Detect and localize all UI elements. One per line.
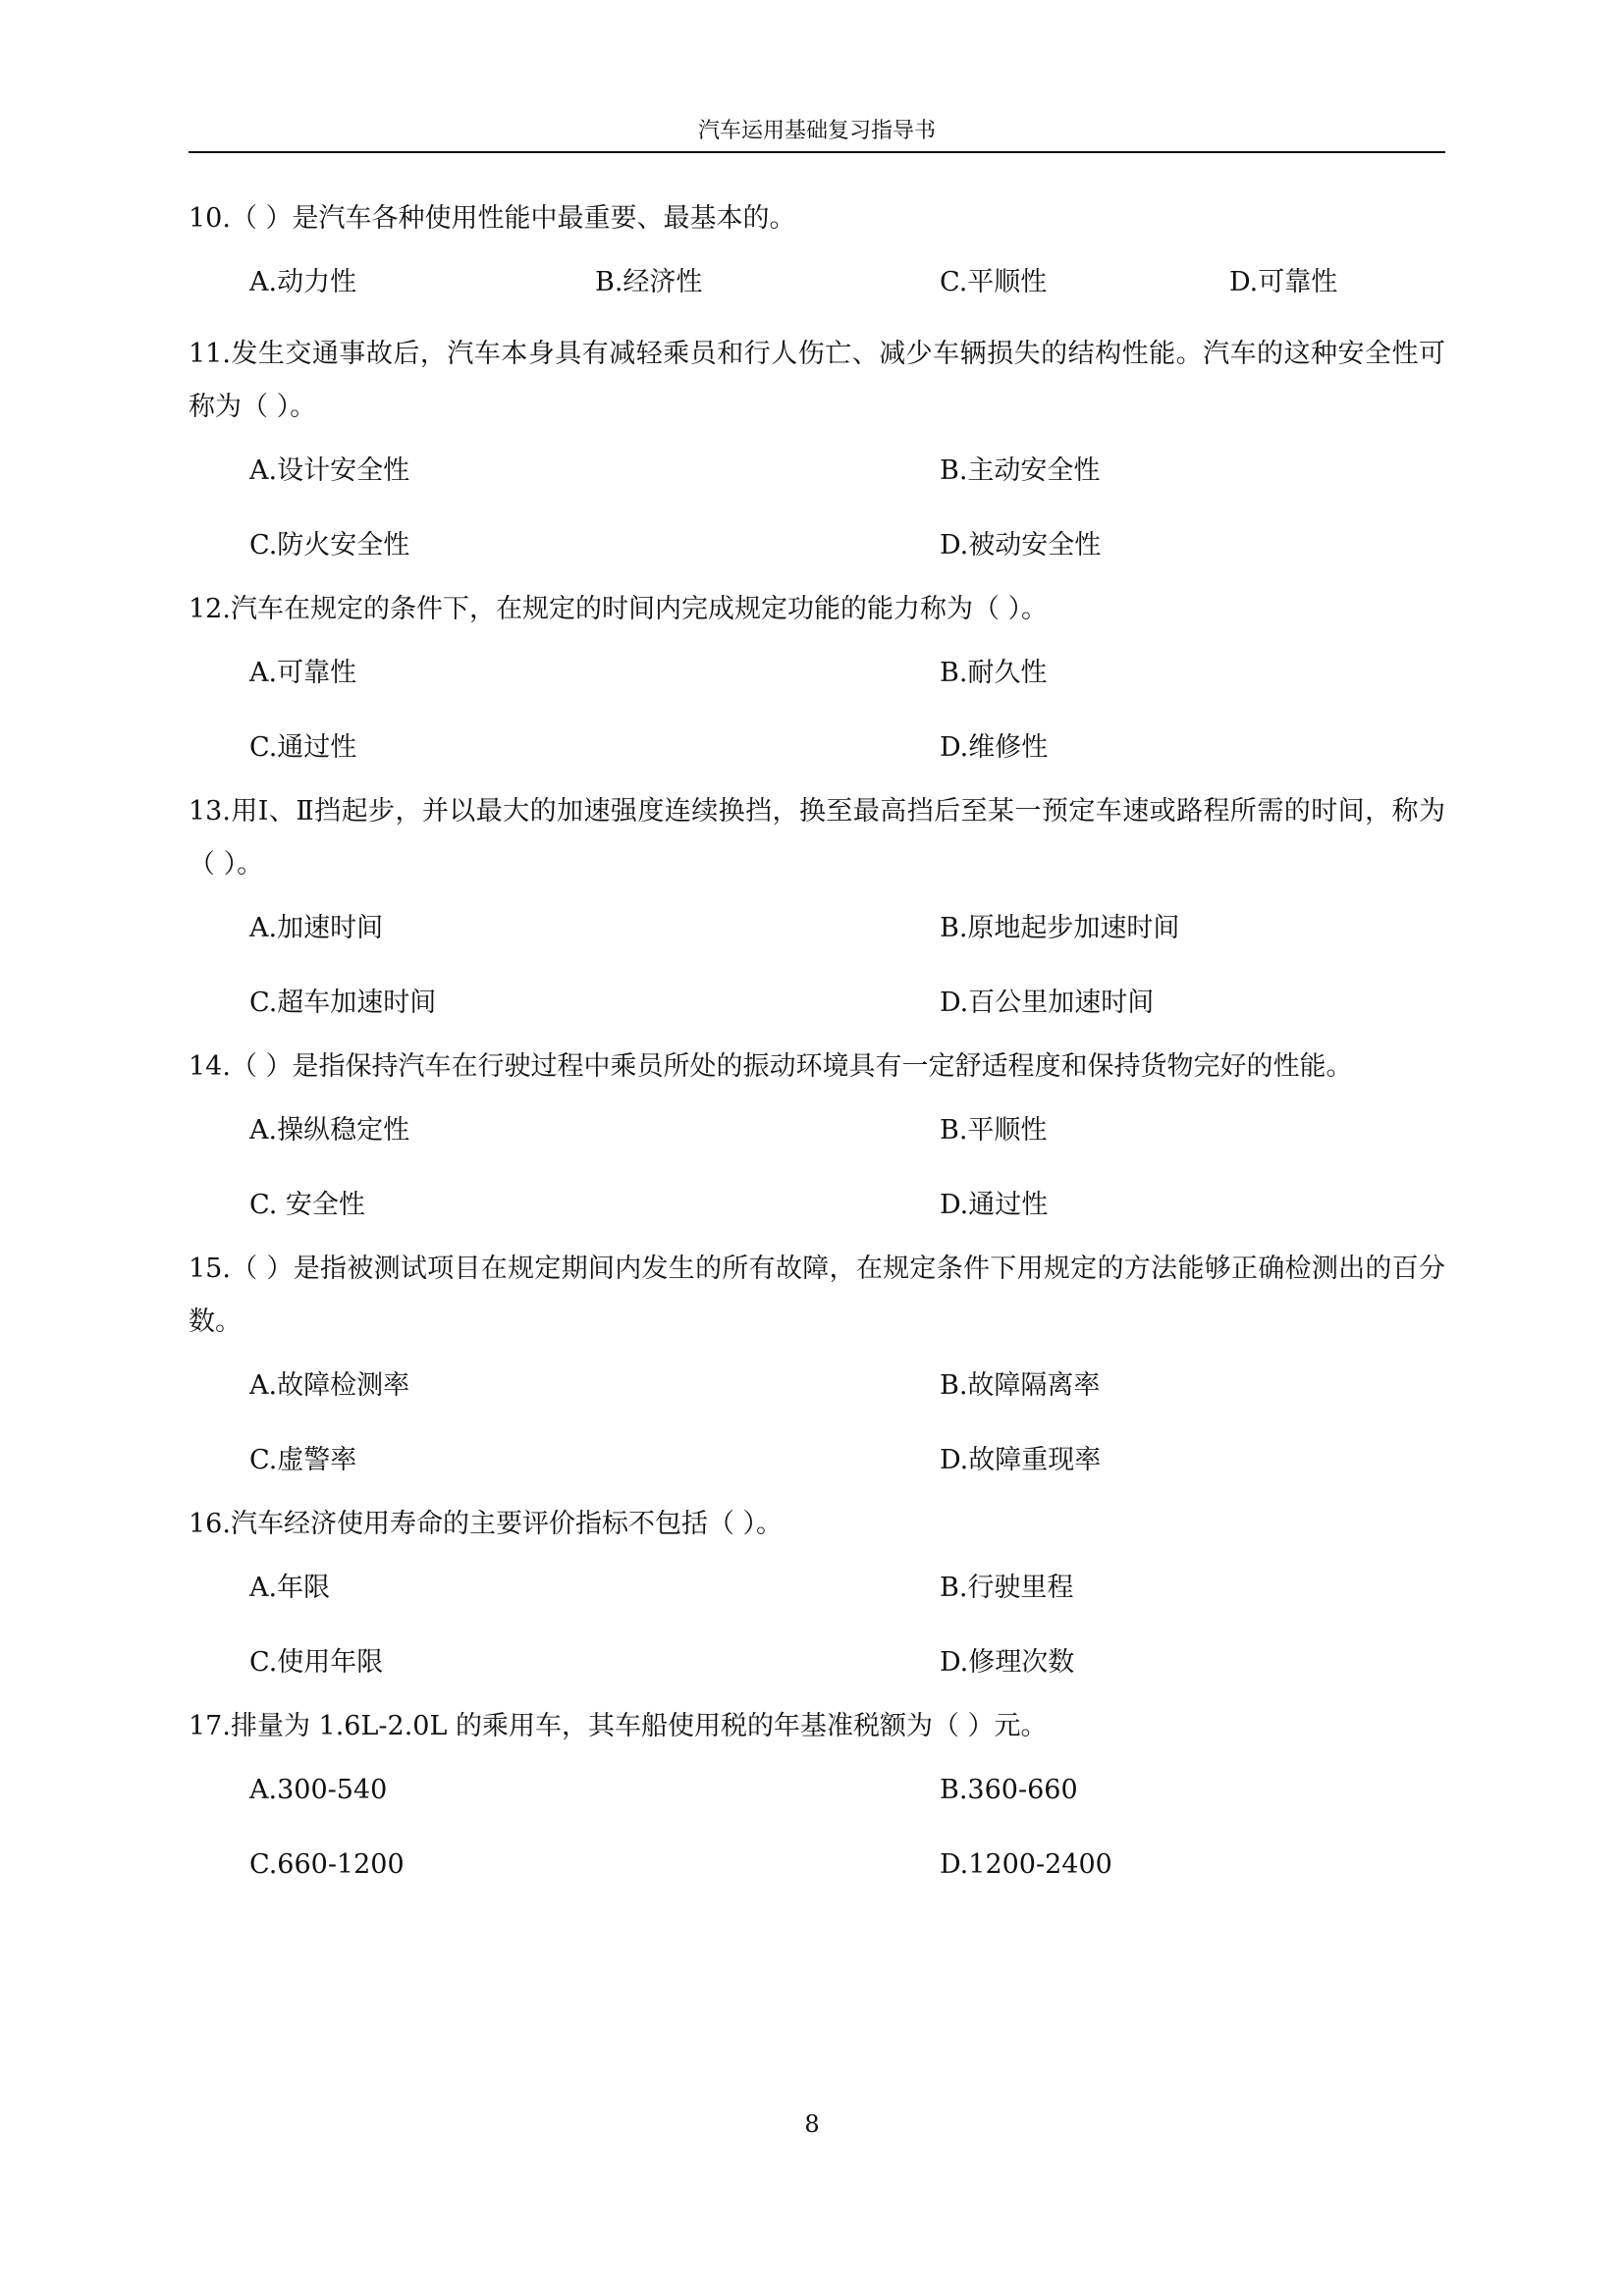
question-14-options-row-2 — [189, 1168, 1445, 1243]
option-b: B.行驶里程 — [940, 1573, 1074, 1603]
option-b: B.耐久性 — [940, 658, 1048, 688]
question-14-text: 14.（ ）是指保持汽车在行驶过程中乘员所处的振动环境具有一定舒适程度和保持货物完好的性能。 — [189, 1051, 1353, 1082]
option-c: C.通过性 — [249, 732, 357, 763]
option-d: D.维修性 — [940, 732, 1049, 763]
question-15-options-row-1 — [189, 1349, 1445, 1423]
question-17 — [189, 1700, 1445, 1902]
option-a: A.故障检测率 — [249, 1370, 410, 1401]
question-17-options-row-2 — [189, 1828, 1445, 1902]
question-15 — [189, 1243, 1445, 1498]
option-b: B.故障隔离率 — [940, 1370, 1101, 1401]
question-11-options-row-2 — [189, 508, 1445, 583]
question-15-options-row-2 — [189, 1423, 1445, 1498]
option-d: D.1200-2400 — [940, 1849, 1112, 1880]
option-a: A.动力性 — [249, 267, 357, 297]
question-13 — [189, 785, 1445, 1041]
option-a: A.可靠性 — [249, 658, 357, 688]
option-b: B.平顺性 — [940, 1115, 1048, 1146]
question-14-options-row-1 — [189, 1094, 1445, 1168]
question-13-text: 13.用Ⅰ、Ⅱ挡起步，并以最大的加速强度连续换挡，换至最高挡后至某一预定车速或路程所需的时间，称为（ ）。 — [189, 796, 1445, 880]
option-a: A.设计安全性 — [249, 455, 410, 486]
question-11 — [189, 328, 1445, 583]
page-number: 8 — [804, 2110, 820, 2138]
question-11-text: 11.发生交通事故后，汽车本身具有减轻乘员和行人伤亡、减少车辆损失的结构性能。汽车的这种安全性可称为（ ）。 — [189, 339, 1445, 422]
option-d: D.通过性 — [940, 1190, 1049, 1220]
question-list — [189, 192, 1445, 1902]
question-17-text: 17.排量为 1.6L-2.0L 的乘用车，其车船使用税的年基准税额为（ ）元。 — [189, 1711, 1048, 1741]
option-a: A.操纵稳定性 — [249, 1115, 410, 1146]
option-a: A.300-540 — [249, 1775, 388, 1805]
question-10-text: 10.（ ）是汽车各种使用性能中最重要、最基本的。 — [189, 203, 796, 234]
option-b: B.经济性 — [595, 267, 703, 297]
question-12-text: 12.汽车在规定的条件下，在规定的时间内完成规定功能的能力称为（ ）。 — [189, 594, 1049, 624]
option-d: D.被动安全性 — [940, 530, 1102, 561]
question-10 — [189, 192, 1445, 320]
question-11-options-row-1 — [189, 434, 1445, 508]
question-16-options-row-2 — [189, 1626, 1445, 1700]
question-16 — [189, 1498, 1445, 1700]
header-rule — [189, 151, 1445, 153]
question-16-text: 16.汽车经济使用寿命的主要评价指标不包括（ ）。 — [189, 1509, 784, 1539]
option-a: A.加速时间 — [249, 913, 384, 943]
question-14 — [189, 1041, 1445, 1243]
option-d: D.故障重现率 — [940, 1445, 1102, 1475]
option-c: C.平顺性 — [940, 267, 1048, 297]
option-a: A.年限 — [249, 1573, 331, 1603]
question-12-options-row-2 — [189, 711, 1445, 785]
option-c: C.660-1200 — [249, 1849, 405, 1880]
option-c: C.超车加速时间 — [249, 988, 437, 1018]
option-d: D.可靠性 — [1229, 267, 1338, 297]
question-12-options-row-1 — [189, 636, 1445, 711]
question-17-options-row-1 — [189, 1753, 1445, 1828]
question-13-options-row-2 — [189, 966, 1445, 1041]
option-d: D.百公里加速时间 — [940, 988, 1155, 1018]
option-b: B.主动安全性 — [940, 455, 1101, 486]
question-15-text: 15.（ ）是指被测试项目在规定期间内发生的所有故障，在规定条件下用规定的方法能够正确检测出的百分数。 — [189, 1254, 1445, 1337]
question-13-options-row-1 — [189, 891, 1445, 966]
option-d: D.修理次数 — [940, 1647, 1075, 1678]
option-b: B.360-660 — [940, 1775, 1078, 1805]
question-12 — [189, 583, 1445, 785]
running-header: 汽车运用基础复习指导书 — [697, 119, 936, 143]
option-c: C.使用年限 — [249, 1647, 384, 1678]
option-c: C. 安全性 — [249, 1190, 365, 1220]
option-c: C.虚警率 — [249, 1445, 357, 1475]
question-16-options-row-1 — [189, 1551, 1445, 1626]
option-b: B.原地起步加速时间 — [940, 913, 1180, 943]
question-10-options — [189, 245, 1445, 320]
option-c: C.防火安全性 — [249, 530, 410, 561]
